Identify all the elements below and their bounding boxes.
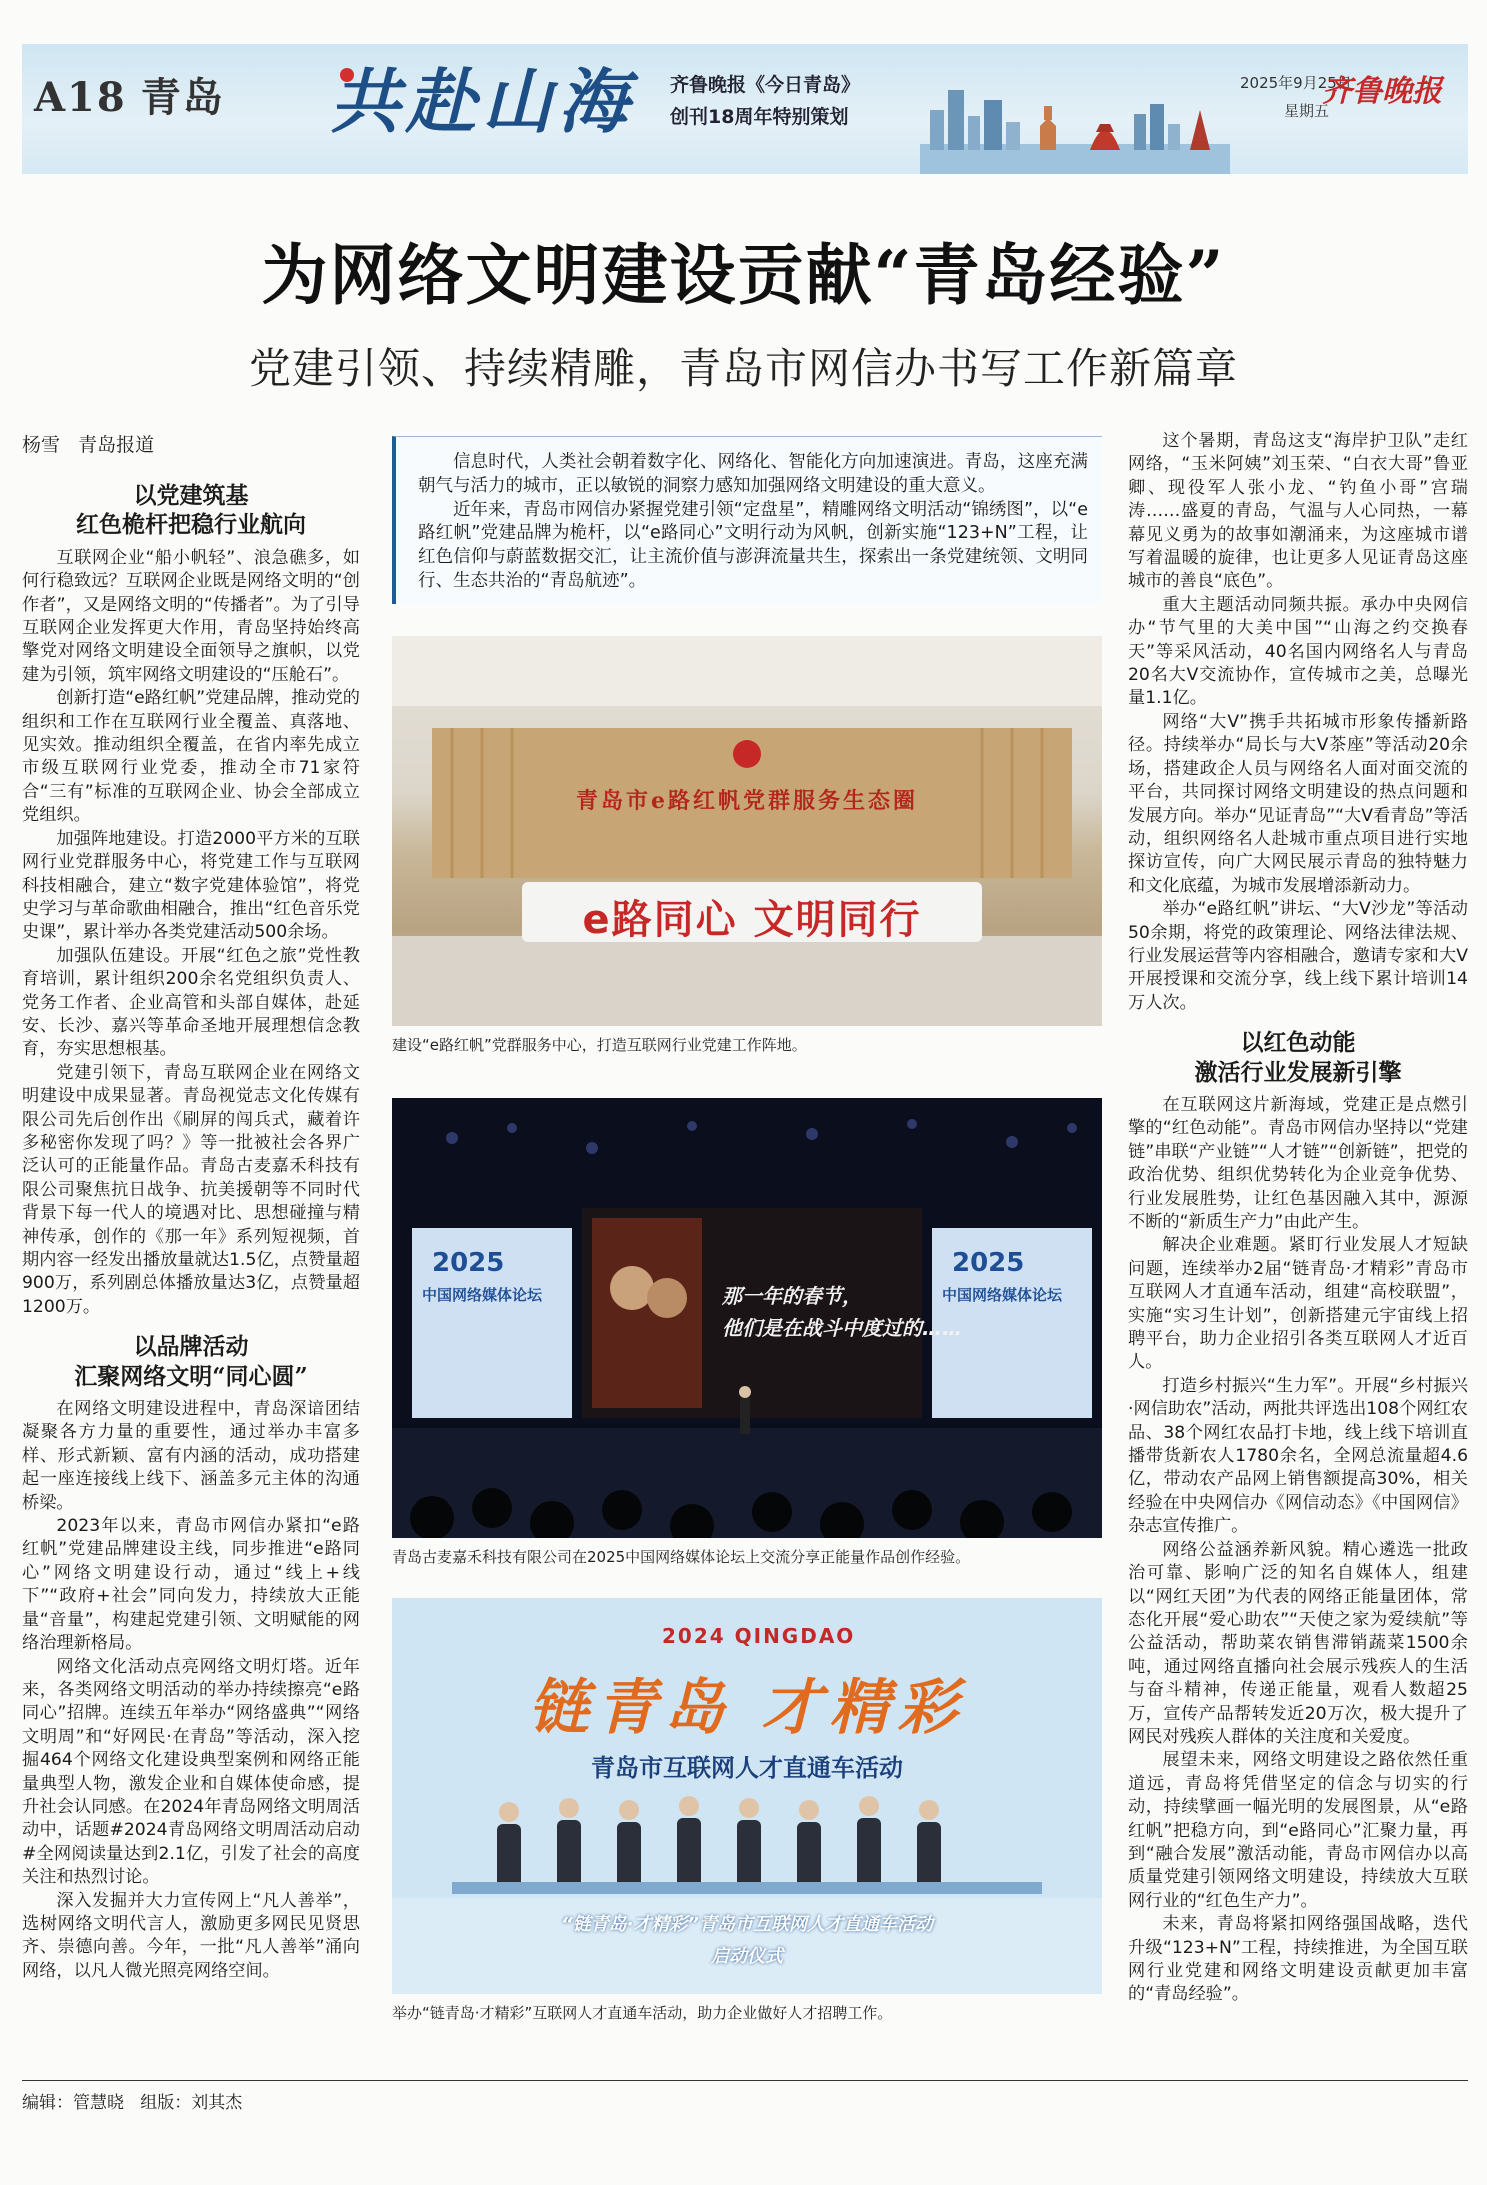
- photo2-caption: 青岛古麦嘉禾科技有限公司在2025中国网络媒体论坛上交流分享正能量作品创作经验。: [392, 1548, 971, 1566]
- byline-org: 青岛报道: [78, 434, 155, 456]
- paragraph: 创新打造“e路红帆”党建品牌，推动党的组织和工作在互联网行业全覆盖、真落地、见实效。推动组织全覆盖，在省内率先成立市级互联网行业党委，推动全市71家符合“三有”标准的互联网企业、协会全部成立党组织。: [22, 688, 360, 826]
- paragraph: 打造乡村振兴“生力军”。开展“乡村振兴·网信助农”活动，两批共评选出108个网红农品、38个网红农品打卡地，线上线下培训直播带货新农人1780余名，全网总流量超4.6亿，带动农产品网上销售额提高30%，相关经验在中央网信办《网信动态》《中国网信》杂志宣传推广。: [1128, 1375, 1468, 1537]
- photo-talent-event: [392, 1598, 1102, 1994]
- article-headline: 为网络文明建设贡献“青岛经验”: [261, 236, 1226, 314]
- paragraph: 网络公益涵养新风貌。精心遴选一批政治可靠、影响广泛的知名自媒体人，组建以“网红天团”为代表的网络正能量团体，常态化开展“爱心助农”“天使之家为爱续航”等公益活动，帮助菜农销售滞销蔬菜1500余吨，通过网络直播向社会展示残疾人的生活与奋斗精神，传递正能量，观看人数超25万，宣传产品帮转发近20万次，极大提升了网民对残疾人群体的关注度和关爱度。: [1128, 1539, 1468, 1747]
- photo3-badge: 2024 QINGDAO: [662, 1624, 856, 1648]
- left-column: [22, 468, 360, 2078]
- paragraph: 未来，青岛将紧扣网络强国战略，迭代升级“123+N”工程，持续推进，为全国互联网行业党建和网络文明建设贡献更加丰富的“青岛经验”。: [1128, 1914, 1468, 2005]
- footer-layout: 组版：刘其杰: [140, 2093, 243, 2113]
- newspaper-logo: 齐鲁晚报: [1322, 74, 1442, 109]
- paragraph: 展望未来，网络文明建设之路依然任重道远，青岛将凭借坚定的信念与切实的行动，持续擘画一幅光明的发展图景，从“e路红帆”把稳方向，到“e路同心”汇聚力量，再到“融合发展”激活动能，青岛市网信办以高质量党建引领网络文明建设，持续放大互联网行业的“红色生产力”。: [1128, 1750, 1468, 1911]
- photo1-scene: [392, 636, 1102, 1026]
- paragraph: 网络“大V”携手共拓城市形象传播新路径。持续举办“局长与大V茶座”等活动20余场，搭建政企人员与网络名人面对面交流的平台，共同探讨网络文明建设的热点问题和发展方向。举办“见证青岛”“大V看青岛”等活动，组织网络名人赴城市重点项目进行实地探访宣传，向广大网民展示青岛的独特魅力和文化底蕴，为城市发展增添新动力。: [1128, 711, 1468, 896]
- section1-subtitle: 红色桅杆把稳行业航向: [76, 511, 306, 539]
- paragraph: 这个暑期，青岛这支“海岸护卫队”走红网络，“玉米阿姨”刘玉荣、“白衣大哥”鲁亚卿、现役军人张小龙、“钓鱼小哥”宫瑞涛……盛夏的青岛，气温与人心同热，一幕幕见义勇为的故事如潮涌来，为这座城市谱写着温暖的旋律，也让更多人见证青岛这座城市的善良“底色”。: [1128, 431, 1468, 592]
- byline-author: 杨雪: [22, 434, 61, 456]
- footer-editor: 编辑：管慧晓: [22, 2093, 124, 2113]
- byline: [22, 430, 154, 457]
- qingdao-skyline-illustration: [920, 80, 1230, 174]
- paragraph: 在互联网这片新海域，党建正是点燃引擎的“红色动能”。青岛市网信办坚持以“党建链”串联“产业链”“人才链”“创新链”，把党的政治优势、组织优势转化为企业竞争优势、行业发展胜势，让红色基因融入其中，源源不断的“新质生产力”由此产生。: [1128, 1094, 1468, 1232]
- paragraph: 举办“e路红帆”讲坛、“大V沙龙”等活动50余期，将党的政策理论、网络法律法规、行业发展运营等内容相融合，邀请专家和大V开展授课和交流分享，线上线下累计培训14万人次。: [1128, 899, 1468, 1013]
- section1-title: 以党建筑基: [133, 482, 249, 509]
- paragraph: 党建引领下，青岛互联网企业在网络文明建设中成果显著。青岛视觉志文化传媒有限公司先后创作出《刷屏的闯兵式，藏着许多秘密你发现了吗？》等一批被社会各界广泛认可的正能量作品。青岛古麦嘉禾科技有限公司聚焦抗日战争、抗美援朝等不同时代背景下每一代人的境遇对比、思想碰撞与精神传承，创作的《那一年》系列短视频，首期内容一经发出播放量就达1.5亿，点赞量超900万，系列剧总体播放量达3亿，点赞量超1200万。: [22, 1062, 360, 1317]
- photo2-quote-line2: 他们是在战斗中度过的……: [722, 1316, 962, 1340]
- paragraph: 解决企业难题。紧盯行业发展人才短缺问题，连续举办2届“链青岛·才精彩”青岛市互联网人才直通车活动，组建“高校联盟”，实施“实习生计划”，创新搭建元宇宙线上招聘平台，助力企业招引各类互联网人才近百人。: [1128, 1235, 1468, 1373]
- right-column: [1128, 430, 1468, 2078]
- photo1-sign-text: e路同心 文明同行: [582, 897, 922, 943]
- footer-rule: [22, 2080, 1468, 2081]
- section2-subtitle: 汇聚网络文明“同心圆”: [74, 1362, 308, 1390]
- paragraph: 2023年以来，青岛市网信办紧扣“e路红帆”党建品牌建设主线，同步推进“e路同心”网络文明建设行动，通过“线上+线下”“政府+社会”同向发力，持续放大正能量“音量”，构建起党建引领、文明赋能的网络治理新格局。: [22, 1516, 360, 1654]
- paragraph: 网络文化活动点亮网络文明灯塔。近年来，各类网络文明活动的举办持续擦亮“e路同心”招牌。连续五年举办“网络盛典”“网络文明周”和“好网民·在青岛”等活动，深入挖掘464个网络文化建设典型案例和网络正能量典型人物，激发企业和自媒体使命感，提升社会认同感。在2024年青岛网络文明周活动中，话题#2024青岛网络文明周活动启动#全网阅读量达到2.1亿，引发了社会的高度关注和热烈讨论。: [22, 1656, 360, 1888]
- intro-paragraph: 信息时代，人类社会朝着数字化、网络化、智能化方向加速演进。青岛，这座充满朝气与活力的城市，正以敏锐的洞察力感知加强网络文明建设的重大意义。: [418, 452, 1088, 496]
- photo3-banner-line1: “链青岛·才精彩”青岛市互联网人才直通车活动: [560, 1914, 934, 1935]
- photo3-banner-line2: 启动仪式: [711, 1946, 783, 1967]
- photo2-screen-title-right: 中国网络媒体论坛: [942, 1286, 1063, 1304]
- photo2-screen-year-left: 2025: [432, 1248, 505, 1278]
- section3-subtitle: 激活行业发展新引擎: [1194, 1058, 1402, 1086]
- intro-box: [392, 436, 1102, 604]
- page-number: A18 青岛: [34, 74, 225, 121]
- photo2-quote-line1: 那一年的春节，: [722, 1284, 862, 1308]
- special-plan-line1: 齐鲁晚报《今日青岛》: [670, 74, 861, 96]
- photo2-screen-title-left: 中国网络媒体论坛: [422, 1286, 543, 1304]
- paragraph: 在网络文明建设进程中，青岛深谙团结凝聚各方力量的重要性，通过举办丰富多样、形式新颖、富有内涵的活动，成功搭建起一座连接线上线下、涵盖多元主体的沟通桥梁。: [22, 1399, 360, 1513]
- paragraph: 加强队伍建设。开展“红色之旅”党性教育培训，累计组织200余名党组织负责人、党务工作者、企业高管和头部自媒体，赴延安、长沙、嘉兴等革命圣地开展理想信念教育，夯实思想根基。: [22, 945, 360, 1060]
- special-plan-line2: 创刊18周年特别策划: [670, 106, 849, 128]
- photo1-caption: 建设“e路红帆”党群服务中心，打造互联网行业党建工作阵地。: [392, 1036, 807, 1054]
- photo-media-forum: [392, 1098, 1102, 1538]
- section-name: 青岛: [140, 74, 225, 121]
- paragraph: 互联网企业“船小帆轻”、浪急礁多，如何行稳致远？互联网企业既是网络文明的“创作者”，又是网络文明的“传播者”。为了引导互联网企业发挥更大作用，青岛坚持始终高擎党对网络文明建设全面领导之旗帜，以党建为引领，筑牢网络文明建设的“压舱石”。: [22, 547, 360, 685]
- photo-party-service-center: [392, 636, 1102, 1026]
- issue-date: 2025年9月25日: [1240, 74, 1352, 92]
- article-subheadline: 党建引领、持续精雕，青岛市网信办书写工作新篇章: [248, 344, 1238, 393]
- photo1-wall-text: 青岛市e路红帆党群服务生态圈: [576, 788, 918, 814]
- photo2-screen-year-right: 2025: [952, 1248, 1025, 1278]
- intro-paragraph: 近年来，青岛市网信办紧握党建引领“定盘星”，精雕网络文明活动“锦绣图”，以“e路红帆”党建品牌为桅杆，以“e路同心”文明行动为风帆，创新实施“123+N”工程，让红色信仰与蔚蓝数据交汇，让主流价值与澎湃流量共生，探索出一条党建统领、文明同行、生态共治的“青岛航迹”。: [418, 499, 1088, 591]
- paragraph: 加强阵地建设。打造2000平方米的互联网行业党群服务中心，将党建工作与互联网科技相融合，建立“数字党建体验馆”，将党史学习与革命歌曲相融合，推出“红色音乐党史课”，累计举办各类党建活动500余场。: [22, 828, 360, 943]
- photo3-caption: 举办“链青岛·才精彩”互联网人才直通车活动，助力企业做好人才招聘工作。: [392, 2004, 893, 2022]
- paragraph: 深入发掘并大力宣传网上“凡人善举”，选树网络文明代言人，激励更多网民见贤思齐、崇德向善。今年，一批“凡人善举”涌向网络，以凡人微光照亮网络空间。: [22, 1890, 360, 1981]
- photo3-big-title: 链青岛 才精彩: [528, 1673, 966, 1743]
- section3-title: 以红色动能: [1240, 1029, 1356, 1057]
- photo3-sub-title: 青岛市互联网人才直通车活动: [591, 1754, 903, 1782]
- masthead-title: 共赴山海: [330, 60, 634, 143]
- section2-title: 以品牌活动: [133, 1333, 249, 1361]
- paragraph: 重大主题活动同频共振。承办中央网信办“节气里的大美中国”“山海之约交换春天”等采风活动，40名国内网络名人与青岛20名大V交流协作，宣传城市之美，总曝光量1.1亿。: [1128, 594, 1468, 709]
- page-footer: [22, 2088, 242, 2113]
- issue-weekday: 星期五: [1284, 102, 1330, 120]
